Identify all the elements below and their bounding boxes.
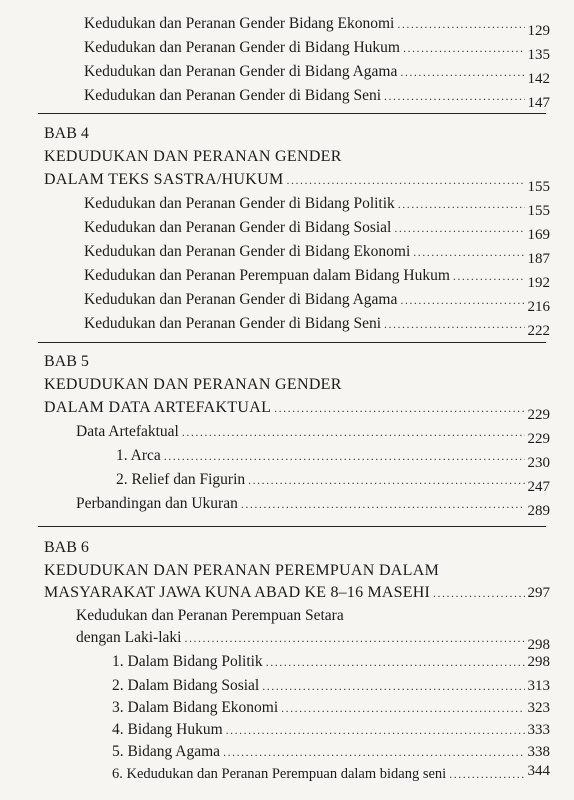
- toc-entry[interactable]: [116, 470, 550, 495]
- chapter-title: KEDUDUKAN DAN PERANAN GENDER: [44, 376, 342, 393]
- leader-dots: [449, 764, 524, 784]
- toc-entry-label: 2. Relief dan Figurin: [116, 471, 246, 488]
- toc-entry-label: Kedudukan dan Peranan Gender di Bidang Agama: [84, 291, 398, 308]
- leader-dots: [397, 14, 524, 34]
- leader-dots: [287, 170, 525, 190]
- chapter-label: BAB 6: [44, 539, 89, 556]
- leader-dots: [394, 218, 524, 238]
- toc-entry-page: 129: [527, 23, 550, 39]
- leader-dots: [241, 494, 525, 514]
- toc-entry[interactable]: [84, 314, 550, 339]
- toc-entry-page: 338: [527, 744, 550, 760]
- toc-entry-page: 298: [527, 654, 550, 670]
- leader-dots: [274, 398, 524, 418]
- toc-entry[interactable]: [84, 86, 550, 111]
- toc-entry-label: Kedudukan dan Peranan Gender di Bidang Politik: [84, 195, 395, 212]
- toc-entry-page: 229: [527, 431, 550, 447]
- toc-entry-page: 297: [527, 585, 550, 601]
- toc-entry-page: 147: [527, 95, 550, 111]
- toc-entry-page: 333: [527, 722, 550, 738]
- toc-entry-label: Kedudukan dan Peranan Gender di Bidang Sosial: [84, 219, 392, 236]
- toc-entry[interactable]: [112, 764, 550, 784]
- leader-dots: [164, 446, 525, 466]
- toc-entry-label: Data Artefaktual: [76, 423, 179, 440]
- toc-entry[interactable]: [112, 742, 550, 762]
- toc-entry-label: 6. Kedudukan dan Peranan Perempuan dalam bidang seni: [112, 766, 447, 782]
- toc-entry-page: 230: [527, 455, 550, 471]
- toc-entry-label: Kedudukan dan Peranan Perempuan dalam Bidang Hukum: [84, 267, 450, 284]
- chapter-title-entry[interactable]: [44, 583, 550, 603]
- toc-entry-label: Kedudukan dan Peranan Perempuan Setara: [76, 607, 344, 624]
- toc-entry-label: Kedudukan dan Peranan Gender di Bidang Agama: [84, 63, 398, 80]
- toc-entry-label: Kedudukan dan Peranan Gender Bidang Ekonomi: [84, 15, 395, 32]
- leader-dots: [398, 194, 525, 214]
- toc-entry-page: 298: [527, 637, 550, 653]
- leader-dots: [223, 742, 524, 762]
- toc-entry-label: 2. Dalam Bidang Sosial: [112, 677, 260, 694]
- toc-entry[interactable]: [76, 422, 550, 447]
- toc-entry-page: 187: [527, 251, 550, 267]
- leader-dots: [226, 720, 525, 740]
- chapter-title-entry[interactable]: [44, 398, 550, 423]
- leader-dots: [262, 676, 524, 696]
- toc-entry[interactable]: [116, 446, 550, 471]
- chapter-title: MASYARAKAT JAWA KUNA ABAD KE 8–16 MASEHI: [44, 584, 431, 601]
- toc-entry-label: 3. Dalam Bidang Ekonomi: [112, 699, 279, 716]
- chapter-title-entry[interactable]: [44, 170, 550, 195]
- section-divider: [38, 113, 546, 114]
- chapter-label: BAB 4: [44, 125, 89, 142]
- toc-entry-label: 1. Dalam Bidang Politik: [112, 653, 263, 670]
- chapter-title: DALAM DATA ARTEFAKTUAL: [44, 399, 272, 416]
- toc-entry-page: 169: [527, 227, 550, 243]
- toc-entry[interactable]: [84, 14, 550, 39]
- toc-entry-label: Kedudukan dan Peranan Gender di Bidang Seni: [84, 315, 382, 332]
- toc-entry[interactable]: [76, 628, 550, 653]
- toc-entry[interactable]: [76, 494, 550, 519]
- toc-entry-page: 289: [527, 503, 550, 519]
- toc-entry-label: 4. Bidang Hukum: [112, 721, 223, 738]
- toc-entry-page: 323: [527, 700, 550, 716]
- toc-entry[interactable]: [112, 652, 550, 672]
- toc-entry-page: 155: [527, 203, 550, 219]
- leader-dots: [384, 86, 524, 106]
- toc-entry-label: 1. Arca: [116, 447, 161, 464]
- toc-entry[interactable]: [112, 676, 550, 696]
- leader-dots: [400, 62, 524, 82]
- toc-entry-page: 229: [527, 407, 550, 423]
- leader-dots: [281, 698, 524, 718]
- chapter-title: DALAM TEKS SASTRA/HUKUM: [44, 171, 284, 188]
- leader-dots: [453, 266, 525, 286]
- leader-dots: [403, 38, 525, 58]
- leader-dots: [433, 583, 524, 603]
- leader-dots: [248, 470, 524, 490]
- toc-entry[interactable]: [84, 62, 550, 87]
- leader-dots: [384, 314, 524, 334]
- toc-entry-label: Perbandingan dan Ukuran: [76, 495, 238, 512]
- toc-entry-label: Kedudukan dan Peranan Gender di Bidang Hukum: [84, 39, 400, 56]
- toc-entry-page: 216: [527, 299, 550, 315]
- toc-entry-label: Kedudukan dan Peranan Gender di Bidang Ekonomi: [84, 243, 411, 260]
- chapter-title: KEDUDUKAN DAN PERANAN PEREMPUAN DALAM: [44, 562, 440, 579]
- toc-entry-label: Kedudukan dan Peranan Gender di Bidang Seni: [84, 87, 382, 104]
- toc-entry[interactable]: [84, 242, 550, 267]
- toc-entry-label: 5. Bidang Agama: [112, 743, 221, 760]
- section-divider: [38, 342, 546, 343]
- toc-entry[interactable]: [84, 38, 550, 63]
- toc-entry[interactable]: [112, 720, 550, 740]
- leader-dots: [400, 290, 524, 310]
- toc-entry-page: 142: [527, 71, 550, 87]
- section-divider: [38, 526, 546, 527]
- toc-entry[interactable]: [84, 266, 550, 291]
- chapter-label: BAB 5: [44, 353, 89, 370]
- toc-entry-page: 344: [527, 763, 550, 779]
- chapter-title: KEDUDUKAN DAN PERANAN GENDER: [44, 148, 342, 165]
- toc-entry-page: 192: [527, 275, 550, 291]
- toc-entry[interactable]: [84, 290, 550, 315]
- leader-dots: [266, 652, 525, 672]
- toc-entry[interactable]: [84, 218, 550, 243]
- toc-entry-page: 155: [527, 179, 550, 195]
- leader-dots: [184, 628, 524, 648]
- leader-dots: [182, 422, 525, 442]
- toc-entry-page: 313: [527, 678, 550, 694]
- toc-entry[interactable]: [84, 194, 550, 219]
- toc-entry-page: 135: [527, 47, 550, 63]
- toc-entry-page: 222: [527, 323, 550, 339]
- toc-entry-label: dengan Laki-laki: [76, 629, 182, 646]
- leader-dots: [413, 242, 524, 262]
- toc-entry[interactable]: [112, 698, 550, 718]
- toc-entry-page: 247: [527, 479, 550, 495]
